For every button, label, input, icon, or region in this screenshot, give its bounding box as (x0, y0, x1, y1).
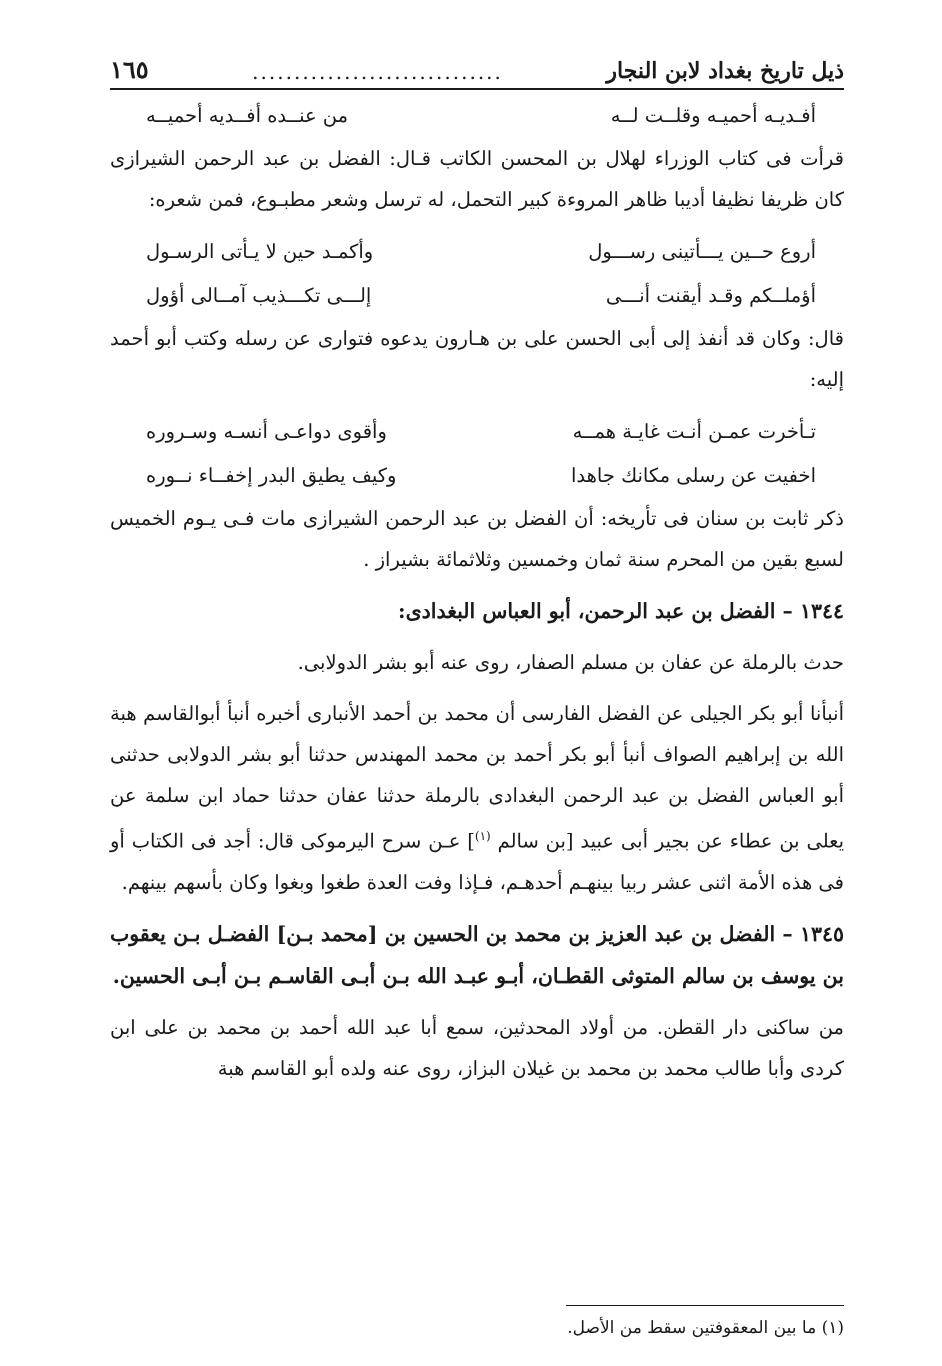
running-header (110, 40, 844, 90)
verse-line (110, 94, 844, 138)
verse-hemistich-left: من عنــده أفــديه أحميــه (146, 104, 349, 127)
entry-heading-1345: ١٣٤٥ – الفضل بن عبد العزيز بن محمد بن الحسين بن [محمد بـن] الفضـل بـن يعقوب بن يوسف بن سالم المتوثى القطـان، أبـو عبـد الله بـن أبـى القاسـم بـن أبـى الحسين. (110, 921, 844, 988)
verse-hemistich-left: إلـــى تكـــذيب آمــالى أؤول (146, 284, 372, 307)
paragraph-isnad (110, 693, 844, 903)
footnote-reference: (١) (474, 829, 491, 843)
footnote: (١) ما بين المعقوفتين سقط من الأصل. (567, 1318, 844, 1338)
entry-heading-1344: ١٣٤٤ – الفضل بن عبد الرحمن، أبو العباس البغدادى: (398, 599, 844, 623)
isnad-text-continued: ] عـن سرح اليرموكى قال: أجد فى الكتاب أو فى هذه الأمة اثنى عشر ربيا بينهـم أحدهـم، فـإذا وفت العدة طغوا وبغوا وكان بأسهم بينهم. (110, 829, 844, 894)
verse-hemistich-right: أروع حــين يـــأتينى رســـول (588, 240, 816, 263)
verse-hemistich-right: تـأخرت عمـن أنـت غايـة همــه (572, 420, 816, 443)
page-number: ١٦٥ (110, 55, 149, 84)
verse-line (110, 410, 844, 454)
isnad-text: أنبأنا أبو بكر الجيلى عن الفضل الفارسى أن محمد بن أحمد الأنبارى أخبره أنبأ أبوالقاسم هبة الله بن إبراهيم الصواف أنبأ أبو بكر أحمد بن محمد المهندس حدثنا أبو بشر الدولابى حدثنى أبو العباس الفضل بن عبد الرحمن البغدادى بالرملة حدثنا عفان حدثنا حماد ابن سلمة عن يعلى بن عطاء عن بجير أبى عبيد [بن سالم (110, 702, 845, 853)
verse-hemistich-left: وأقوى دواعـى أنسـه وسـروره (146, 420, 387, 443)
leader-dots: .............................. (252, 60, 503, 84)
verse-hemistich-left: وأكمـد حين لا يـأتى الرسـول (146, 240, 374, 263)
verse-line (110, 454, 844, 498)
verse-line (110, 230, 844, 274)
verse-hemistich-right: أفـديـه أحميـه وقلــت لــه (610, 104, 816, 127)
verse-hemistich-right: أؤملــكم وقـد أيقنت أنـــى (605, 284, 816, 307)
page-body (110, 94, 844, 1089)
verse-line (110, 274, 844, 318)
paragraph: حدث بالرملة عن عفان بن مسلم الصفار، روى عنه أبو بشر الدولابى. (297, 651, 844, 674)
verse-hemistich-right: اخفيت عن رسلى مكانك جاهدا (570, 464, 816, 487)
footnote-separator (566, 1305, 844, 1306)
paragraph: قرأت فى كتاب الوزراء لهلال بن المحسن الكاتب قـال: الفضل بن عبد الرحمن الشيرازى كان ظريفا نظيفا أديبا ظاهر المروءة كبير التحمل، له ترسل وشعر مطبـوع، فمن شعره: (110, 147, 844, 211)
running-title: ذيل تاريخ بغداد لابن النجار (606, 58, 844, 84)
paragraph: من ساكنى دار القطن. من أولاد المحدثين، سمع أبا عبد الله أحمد بن محمد بن على ابن كردى وأبا طالب محمد بن محمد بن غيلان البزاز، روى عنه ولده أبو القاسم هبة (110, 1015, 844, 1080)
paragraph: ذكر ثابت بن سنان فى تأريخه: أن الفضل بن عبد الرحمن الشيرازى مات فـى يـوم الخميس لسبع بقين من المحرم سنة ثمان وخمسين وثلاثمائة بشيراز . (110, 507, 844, 571)
verse-hemistich-left: وكيف يطيق البدر إخفــاء نــوره (146, 464, 397, 487)
paragraph: قال: وكان قد أنفذ إلى أبى الحسن على بن هـارون يدعوه فتوارى عن رسله وكتب أبو أحمد إليه: (110, 327, 844, 391)
